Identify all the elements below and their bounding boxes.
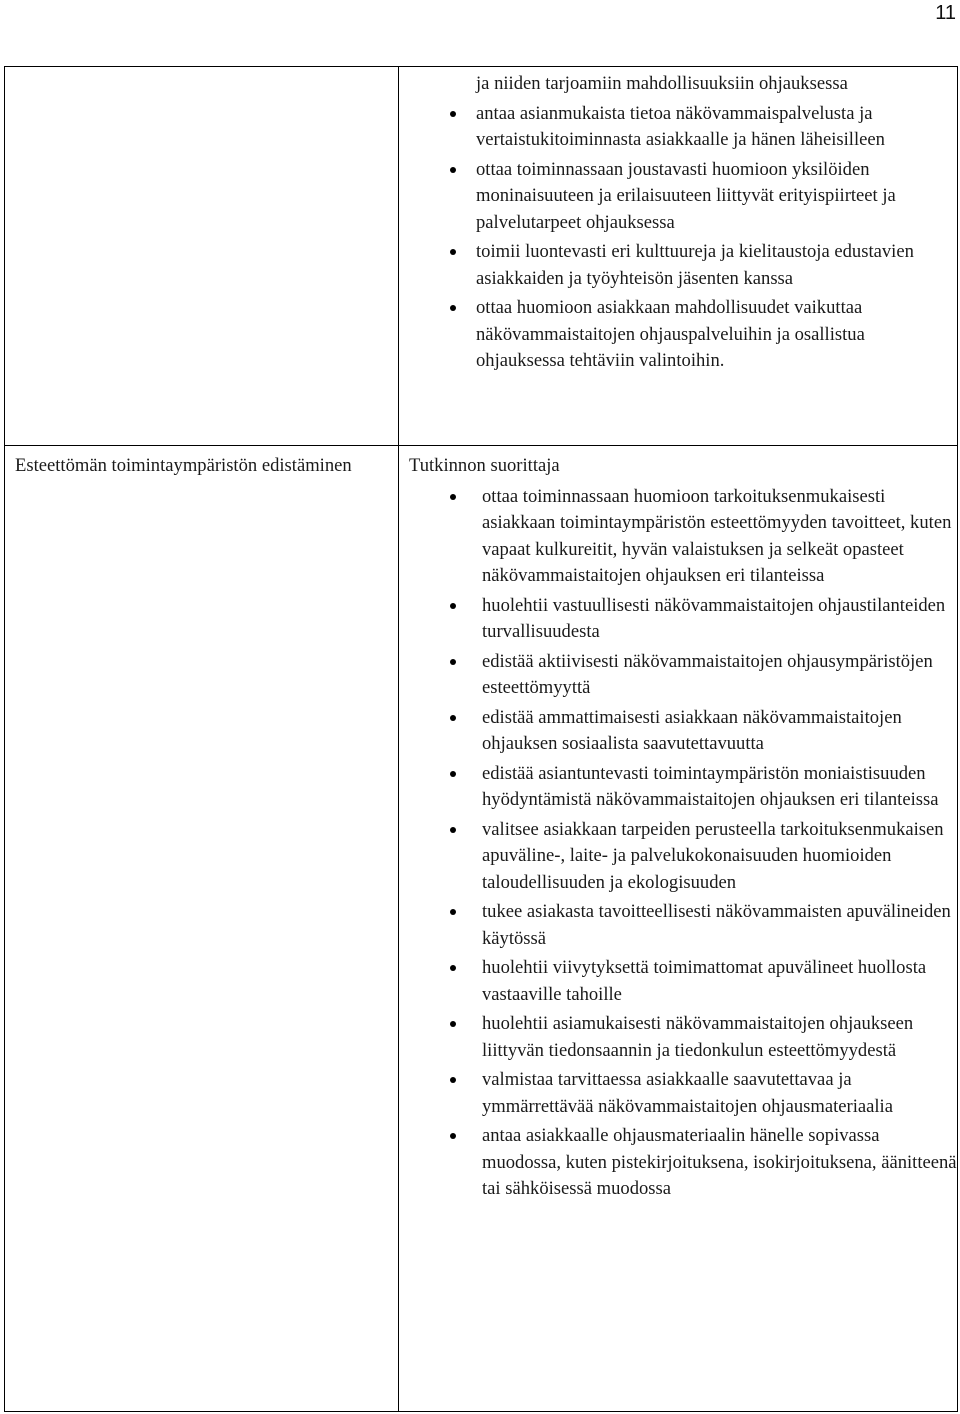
list-item: ottaa toiminnassaan joustavasti huomioon yksilöiden moninaisuuteen ja erilaisuuteen liittyvät erityispiirteet ja palvelutarpeet ohjauksessa bbox=[476, 157, 956, 237]
bullet-icon bbox=[450, 1133, 456, 1139]
bullet-icon bbox=[450, 771, 456, 777]
bullet-icon bbox=[450, 827, 456, 833]
bullet-icon bbox=[450, 305, 456, 311]
row2-criteria-cell bbox=[409, 453, 957, 1206]
bullet-icon bbox=[450, 1077, 456, 1083]
list-item: toimii luontevasti eri kulttuureja ja kielitaustoja edustavien asiakkaiden ja työyhteisön jäsenten kanssa bbox=[476, 239, 956, 292]
list-item: edistää ammattimaisesti asiakkaan näkövammaistaitojen ohjauksen sosiaalista saavutettavuutta bbox=[409, 705, 957, 758]
column-divider bbox=[398, 67, 399, 1411]
row2-section-label: Esteettömän toimintaympäristön edistäminen bbox=[15, 455, 352, 476]
list-item: tukee asiakasta tavoitteellisesti näkövammaisten apuvälineiden käytössä bbox=[409, 899, 957, 952]
row2-criteria-list bbox=[409, 484, 957, 1203]
bullet-icon bbox=[450, 111, 456, 117]
list-item: huolehtii asiamukaisesti näkövammaistaitojen ohjaukseen liittyvän tiedonsaannin ja tiedonkulun esteettömyydestä bbox=[409, 1011, 957, 1064]
list-item: ottaa toiminnassaan huomioon tarkoituksenmukaisesti asiakkaan toimintaympäristön esteettömyyden tavoitteet, kuten vapaat kulkureitit, hyvän valaistuksen ja selkeät opasteet näkövammaistaitojen ohjauksen eri tilanteissa bbox=[409, 484, 957, 590]
row1-criteria-cell bbox=[476, 71, 956, 378]
row1-criteria-list bbox=[476, 101, 956, 375]
list-item: ottaa huomioon asiakkaan mahdollisuudet vaikuttaa näkövammaistaitojen ohjauspalveluihin ja osallistua ohjauksessa tehtäviin valintoihin. bbox=[476, 295, 956, 375]
bullet-icon bbox=[450, 1021, 456, 1027]
list-item: edistää asiantuntevasti toimintaympäristön moniaistisuuden hyödyntämistä näkövammaistaitojen ohjauksen eri tilanteissa bbox=[409, 761, 957, 814]
bullet-icon bbox=[450, 909, 456, 915]
list-item: valmistaa tarvittaessa asiakkaalle saavutettavaa ja ymmärrettävää näkövammaistaitojen ohjausmateriaalia bbox=[409, 1067, 957, 1120]
bullet-icon bbox=[450, 249, 456, 255]
page-number: 11 bbox=[935, 2, 956, 24]
criteria-lead: Tutkinnon suorittaja bbox=[409, 455, 560, 476]
bullet-icon bbox=[450, 167, 456, 173]
bullet-icon bbox=[450, 603, 456, 609]
list-item: antaa asiakkaalle ohjausmateriaalin hänelle sopivassa muodossa, kuten pistekirjoituksena, isokirjoituksena, äänitteenä tai sähköisessä muodossa bbox=[409, 1123, 957, 1203]
row-divider bbox=[5, 445, 957, 446]
bullet-icon bbox=[450, 494, 456, 500]
bullet-icon bbox=[450, 965, 456, 971]
list-item: antaa asianmukaista tietoa näkövammaispalvelusta ja vertaistukitoiminnasta asiakkaalle ja hänen läheisilleen bbox=[476, 101, 956, 154]
continuation-text: ja niiden tarjoamiin mahdollisuuksiin ohjauksessa bbox=[476, 73, 848, 94]
list-item: edistää aktiivisesti näkövammaistaitojen ohjausympäristöjen esteettömyyttä bbox=[409, 649, 957, 702]
bullet-icon bbox=[450, 659, 456, 665]
list-item: valitsee asiakkaan tarpeiden perusteella tarkoituksenmukaisen apuväline-, laite- ja palvelukokonaisuuden huomioiden taloudellisuuden ja ekologisuuden bbox=[409, 817, 957, 897]
list-item: huolehtii vastuullisesti näkövammaistaitojen ohjaustilanteiden turvallisuudesta bbox=[409, 593, 957, 646]
list-item: huolehtii viivytyksettä toimimattomat apuvälineet huollosta vastaaville tahoille bbox=[409, 955, 957, 1008]
criteria-table bbox=[4, 66, 958, 1412]
bullet-icon bbox=[450, 715, 456, 721]
